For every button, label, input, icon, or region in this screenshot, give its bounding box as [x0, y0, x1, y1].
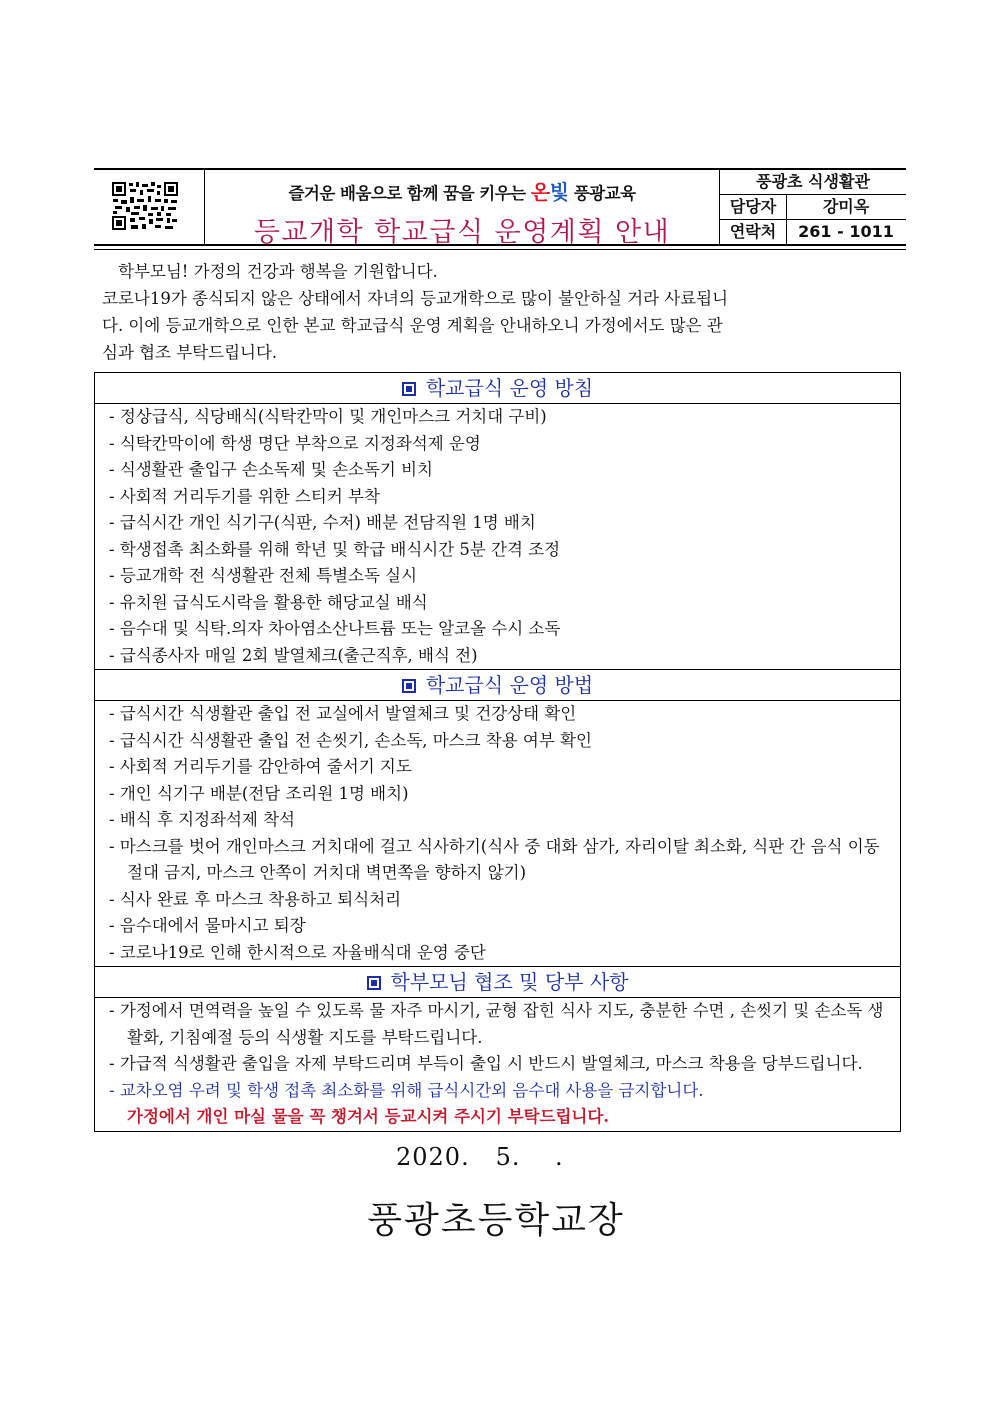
slogan-text: 즐거운 배움으로 함께 꿈을 키우는 [288, 184, 526, 203]
list-item: - 학생접촉 최소화를 위해 학년 및 학급 배식시간 5분 간격 조정 [109, 539, 561, 559]
list-item: - 식생활관 출입구 손소독제 및 손소독기 비치 [109, 460, 433, 479]
list-item: - 코로나19로 인해 한시적으로 자율배식대 운영 중단 [109, 942, 486, 962]
list-item: - 등교개학 전 식생활관 전체 특별소독 실시 [109, 566, 418, 585]
list-item: - 유치원 급식도시락을 활용한 해당교실 배식 [109, 592, 428, 612]
slogan-school: 풍광교육 [573, 184, 636, 203]
notice-red-text: 가정에서 개인 마실 물을 꼭 챙겨서 등교시켜 주시기 부탁드립니다. [127, 1107, 610, 1126]
qr-code-icon[interactable] [111, 181, 179, 231]
section-policy-head [95, 373, 900, 404]
notice-red-line [109, 1104, 890, 1131]
phone-number: 261 - 1011 [798, 222, 894, 241]
list-item: - 음수대 및 식탁.의자 차아염소산나트륨 또는 알코올 수시 소독 [109, 619, 561, 638]
phone-label: 연락처 [720, 220, 787, 244]
intro-line: 학부모님! 가정의 건강과 행복을 기원합니다. [118, 262, 438, 281]
list-item: - 가정에서 면역력을 높일 수 있도록 물 자주 마시기, 균형 잡힌 식사 지도, 충분한 수면 , 손씻기 및 손소독 생활화, 기침예절 등의 식생활 지도를 부탁드립니다. [109, 1001, 884, 1047]
list-item: - 급식시간 개인 식기구(식판, 수저) 배분 전담직원 1명 배치 [109, 513, 536, 532]
slogan-on: 온 [530, 180, 550, 204]
slogan-bit: 빛 [549, 180, 569, 204]
list-item: - 마스크를 벗어 개인마스크 거치대에 걸고 식사하기(식사 중 대화 삼가, 자리이탈 최소화, 식판 간 음식 이동 절대 금지, 마스크 안쪽이 거치대 벽면쪽을 향하지 않기) [109, 836, 880, 882]
manager-name: 강미옥 [822, 197, 870, 216]
principal-signature: 풍광초등학교장 [367, 1200, 625, 1241]
school-slogan [205, 176, 719, 205]
plan-table [94, 372, 901, 1132]
square-bullet-icon [402, 679, 416, 693]
section-request-head [95, 967, 900, 998]
list-item: - 급식시간 식생활관 출입 전 교실에서 발열체크 및 건강상태 확인 [109, 704, 577, 723]
section-method-body [95, 701, 900, 967]
section-title: 학부모님 협조 및 당부 사항 [390, 970, 629, 994]
square-bullet-icon [402, 382, 416, 396]
square-bullet-icon [367, 976, 381, 990]
intro-paragraph [102, 258, 862, 366]
list-item: - 사회적 거리두기를 감안하여 줄서기 지도 [109, 757, 412, 776]
list-item: - 사회적 거리두기를 위한 스티커 부착 [109, 486, 380, 506]
header-double-rule [94, 249, 906, 250]
list-item: - 식사 완료 후 마스크 착용하고 퇴식처리 [109, 889, 402, 909]
document-header [94, 168, 906, 246]
list-item: - 급식종사자 매일 2회 발열체크(출근직후, 배식 전) [109, 645, 478, 665]
intro-line: 코로나19가 종식되지 않은 상태에서 자녀의 등교개학으로 많이 불안하실 거라 사료됩니 [102, 289, 729, 308]
intro-line: 다. 이에 등교개학으로 인한 본교 학교급식 운영 계획을 안내하오니 가정에서도 많은 관 [102, 316, 723, 335]
manager-row [720, 195, 906, 220]
section-policy-body [95, 404, 900, 670]
dept-name: 풍광초 식생활관 [720, 170, 906, 195]
list-item: - 가급적 식생활관 출입을 자제 부탁드리며 부득이 출입 시 반드시 발열체크, 마스크 착용을 당부드립니다. [109, 1054, 863, 1073]
list-item: - 급식시간 식생활관 출입 전 손씻기, 손소독, 마스크 착용 여부 확인 [109, 730, 592, 750]
section-method-head [95, 670, 900, 701]
list-item: - 식탁칸막이에 학생 명단 부착으로 지정좌석제 운영 [109, 433, 481, 453]
list-item: - 개인 식기구 배분(전담 조리원 1명 배치) [109, 783, 409, 803]
list-item: - 정상급식, 식당배식(식탁칸막이 및 개인마스크 거치대 구비) [109, 407, 547, 426]
list-item: - 음수대에서 물마시고 퇴장 [109, 916, 306, 935]
manager-label: 담당자 [720, 195, 787, 219]
section-title: 학교급식 운영 방침 [425, 376, 594, 400]
section-request-body [95, 998, 900, 1131]
notice-item: - 교차오염 우려 및 학생 접촉 최소화를 위해 급식시간외 음수대 사용을 금지합니다. [109, 1080, 704, 1100]
header-title-cell [205, 170, 720, 248]
phone-row [720, 220, 906, 244]
document-title: 등교개학 학교급식 운영계획 안내 [253, 217, 671, 248]
list-item: - 배식 후 지정좌석제 착석 [109, 810, 295, 829]
section-title: 학교급식 운영 방법 [425, 673, 594, 697]
intro-line: 심과 협조 부탁드립니다. [102, 343, 278, 362]
contact-table [720, 170, 906, 244]
qr-code-cell [94, 170, 205, 244]
document-date: 2020. 5. . [396, 1143, 564, 1171]
